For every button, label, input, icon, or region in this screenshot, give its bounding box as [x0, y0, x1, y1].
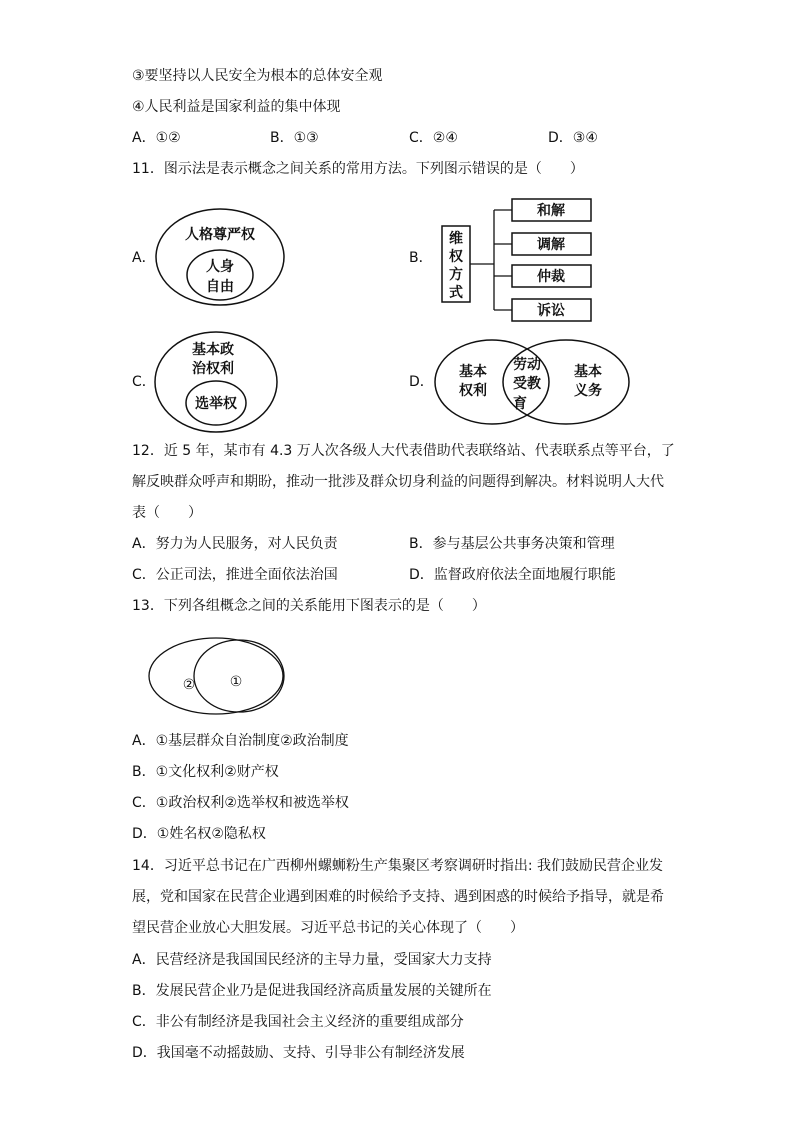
diag-b-branch-1: 和解 — [537, 203, 565, 219]
diag-b-root-char3: 方 — [449, 267, 463, 283]
diag-a-outer-label: 人格尊严权 — [185, 227, 255, 243]
diag-b-root-char4: 式 — [449, 285, 463, 301]
diag-b-branch-3: 仲裁 — [537, 269, 565, 285]
diag-a-inner-line2: 自由 — [206, 279, 234, 295]
q11-label-b: B． — [409, 250, 433, 266]
q14-stem-line3: 望民营企业放心大胆发展。习近平总书记的关心体现了（ ） — [132, 920, 524, 936]
diag-c-outer-line1: 基本政 — [192, 342, 234, 358]
diag-c-outer-line2: 治权利 — [192, 361, 234, 377]
q12-stem-line1: 12．近 5 年，某市有 4.3 万人次各级人大代表借助代表联络站、代表联系点等平台，了 — [132, 443, 675, 459]
q14-stem-line1: 14．习近平总书记在广西柳州螺蛳粉生产集聚区考察调研时指出: 我们鼓励民营企业发 — [132, 858, 663, 874]
diag-b-root-char1: 维 — [449, 231, 463, 247]
diag-d-left-line2: 权利 — [459, 383, 487, 399]
q10-item3: ③要坚持以人民安全为根本的总体安全观 — [132, 68, 383, 84]
q13-diag-outer-label: ② — [182, 677, 196, 693]
q12-option-d: D．监督政府依法全面地履行职能 — [409, 567, 616, 583]
diag-c-inner-label: 选举权 — [195, 396, 237, 412]
diag-d-right-line1: 基本 — [574, 364, 602, 380]
diag-a-inner-line1: 人身 — [206, 259, 234, 275]
q11-label-c: C． — [132, 374, 156, 390]
q14-option-d: D．我国毫不动摇鼓励、支持、引导非公有制经济发展 — [132, 1045, 465, 1061]
q11-stem: 11．图示法是表示概念之间关系的常用方法。下列图示错误的是（ ） — [132, 161, 584, 177]
q11-diagram-a — [155, 207, 295, 309]
q14-option-b: B．发展民营企业乃是促进我国经济高质量发展的关键所在 — [132, 983, 492, 999]
q13-option-d: D．①姓名权②隐私权 — [132, 826, 266, 842]
q11-diagram-c — [152, 330, 282, 436]
q10-option-b: B．①③ — [270, 130, 319, 146]
q10-option-d: D．③④ — [548, 130, 598, 146]
diag-b-branch-2: 调解 — [537, 237, 565, 253]
diag-d-left-line1: 基本 — [459, 364, 487, 380]
q13-stem: 13．下列各组概念之间的关系能用下图表示的是（ ） — [132, 598, 486, 614]
q12-stem-line3: 表（ ） — [132, 505, 202, 521]
q10-item4: ④人民利益是国家利益的集中体现 — [132, 99, 341, 115]
q13-option-c: C．①政治权利②选举权和被选举权 — [132, 795, 349, 811]
q12-option-b: B．参与基层公共事务决策和管理 — [409, 536, 615, 552]
q13-option-b: B．①文化权利②财产权 — [132, 764, 279, 780]
diag-d-mid-line3: 育 — [513, 396, 527, 412]
q11-diagram-b — [438, 197, 598, 323]
q13-diagram — [146, 634, 292, 718]
q13-option-a: A．①基层群众自治制度②政治制度 — [132, 733, 349, 749]
diag-b-root-char2: 权 — [449, 249, 463, 265]
q14-stem-line2: 展，党和国家在民营企业遇到困难的时候给予支持、遇到困惑的时候给予指导，就是希 — [132, 889, 664, 905]
q12-option-c: C．公正司法，推进全面依法治国 — [132, 567, 338, 583]
diag-b-branch-4: 诉讼 — [537, 303, 565, 319]
q11-label-d: D． — [409, 374, 434, 390]
q10-option-a: A．①② — [132, 130, 181, 146]
q12-stem-line2: 解反映群众呼声和期盼，推动一批涉及群众切身利益的问题得到解决。材料说明人大代 — [132, 474, 664, 490]
diag-d-mid-line2: 受教 — [513, 376, 541, 392]
q14-option-c: C．非公有制经济是我国社会主义经济的重要组成部分 — [132, 1014, 464, 1030]
q11-label-a: A． — [132, 250, 156, 266]
q12-option-a: A．努力为人民服务，对人民负责 — [132, 536, 338, 552]
q13-diag-inner-label: ① — [229, 674, 243, 690]
q10-option-c: C．②④ — [409, 130, 458, 146]
diag-d-mid-line1: 劳动 — [513, 357, 541, 373]
q14-option-a: A．民营经济是我国国民经济的主导力量，受国家大力支持 — [132, 952, 492, 968]
diag-d-right-line2: 义务 — [574, 383, 602, 399]
q11-diagram-d — [432, 338, 634, 430]
